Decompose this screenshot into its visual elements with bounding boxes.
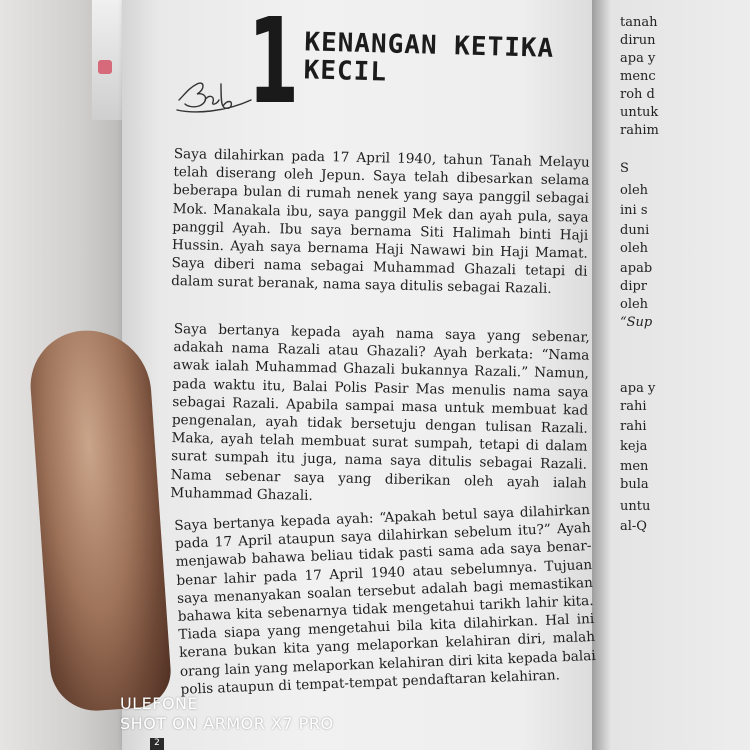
right-page-line: untuk xyxy=(620,105,659,120)
right-page-line: rahi xyxy=(620,399,647,414)
right-page-line: menc xyxy=(620,69,656,84)
right-page-line: bula xyxy=(620,477,649,492)
right-page-line: apab xyxy=(620,261,653,276)
bab-script-logo xyxy=(175,70,255,115)
right-page-line: untu xyxy=(620,499,651,514)
camera-watermark-model: SHOT ON ARMOR X7 PRO xyxy=(120,714,334,733)
chapter-number: 1 xyxy=(248,0,299,130)
right-page-line: oleh xyxy=(620,241,649,256)
right-page-line: duni xyxy=(620,223,650,238)
right-page-line: tanah xyxy=(620,15,658,30)
right-page-line: dirun xyxy=(620,33,656,48)
chapter-title-line2: KECIL xyxy=(303,55,388,88)
right-page-line: rahim xyxy=(620,123,659,138)
page-number: 2 xyxy=(150,738,164,750)
right-page-line: al-Q xyxy=(620,519,647,534)
right-page-line: apa y xyxy=(620,51,656,66)
paragraph-3: Saya bertanya kepada ayah: “Apakah betul saya dilahirkan pada 17 April ataupun saya dilahirkan sebelum itu?” Ayah menjawab bahawa beliau tidak pasti sama ada saya benar-benar lahir pada 17 April 1940 atau sebelumnya. Tujuan saya menanyakan soalan tersebut adalah bagi memastikan bahawa kita sebenarnya tidak mengetahui tarikh lahir kita. Tiada siapa yang mengetahui bila kita dilahirkan. Hal ini kerana bukan kita yang melaporkan kelahiran diri, malah orang lain yang melaporkan kelahiran diri kita kepada balai polis ataupun di tempat-tempat pendaftaran kelahiran. xyxy=(174,502,596,698)
right-page-line: oleh xyxy=(620,297,649,312)
right-page-line: apa y xyxy=(620,381,656,396)
right-page-line: keja xyxy=(620,439,648,454)
background-pink-object xyxy=(98,60,112,74)
book-page-right xyxy=(592,0,750,750)
right-page-line: “Sup xyxy=(620,315,653,330)
paragraph-1: Saya dilahirkan pada 17 April 1940, tahun Tanah Melayu telah diserang oleh Jepun. Saya telah dibesarkan selama beberapa bulan di rumah nenek yang saya panggil sebagai Mok. Manakala ibu, saya panggil Mek dan ayah pula, saya panggil Ayah. Ibu saya bernama Siti Halimah binti Haji Hussin. Ayah saya bernama Haji Nawawi bin Haji Mamat. Saya diberi nama sebagai Muhammad Ghazali tetapi di dalam surat beranak, nama saya ditulis sebagai Razali. xyxy=(170,145,590,298)
paragraph-2: Saya bertanya kepada ayah nama saya yang sebenar, adakah nama Razali atau Ghazali? Ayah berkata: “Nama awak ialah Muhammad Ghazali bukannya Razali.” Namun, pada waktu itu, Balai Polis Pasir Mas menulis nama saya sebagai Razali. Apabila sampai masa untuk membuat kad pengenalan, ayah tidak bersetuju dengan tulisan Razali. Maka, ayah telah membuat surat sumpah, tetapi di dalam surat sumpah itu juga, nama saya ditulis sebagai Razali. Nama sebenar saya yang diberikan oleh ayah ialah Muhammad Ghazali. xyxy=(170,320,590,504)
right-page-line: oleh xyxy=(620,183,649,198)
right-page-line: S xyxy=(620,161,629,176)
right-page-line: dipr xyxy=(620,279,648,294)
chapter-title xyxy=(303,28,584,91)
right-page-line: roh d xyxy=(620,87,655,102)
right-page-line: ini s xyxy=(620,203,648,218)
right-page-line: men xyxy=(620,459,649,474)
right-page-line: rahi xyxy=(620,419,647,434)
chapter-title-line1: KENANGAN KETIKA xyxy=(304,27,555,64)
camera-watermark-brand: ULEFONE xyxy=(120,694,199,713)
